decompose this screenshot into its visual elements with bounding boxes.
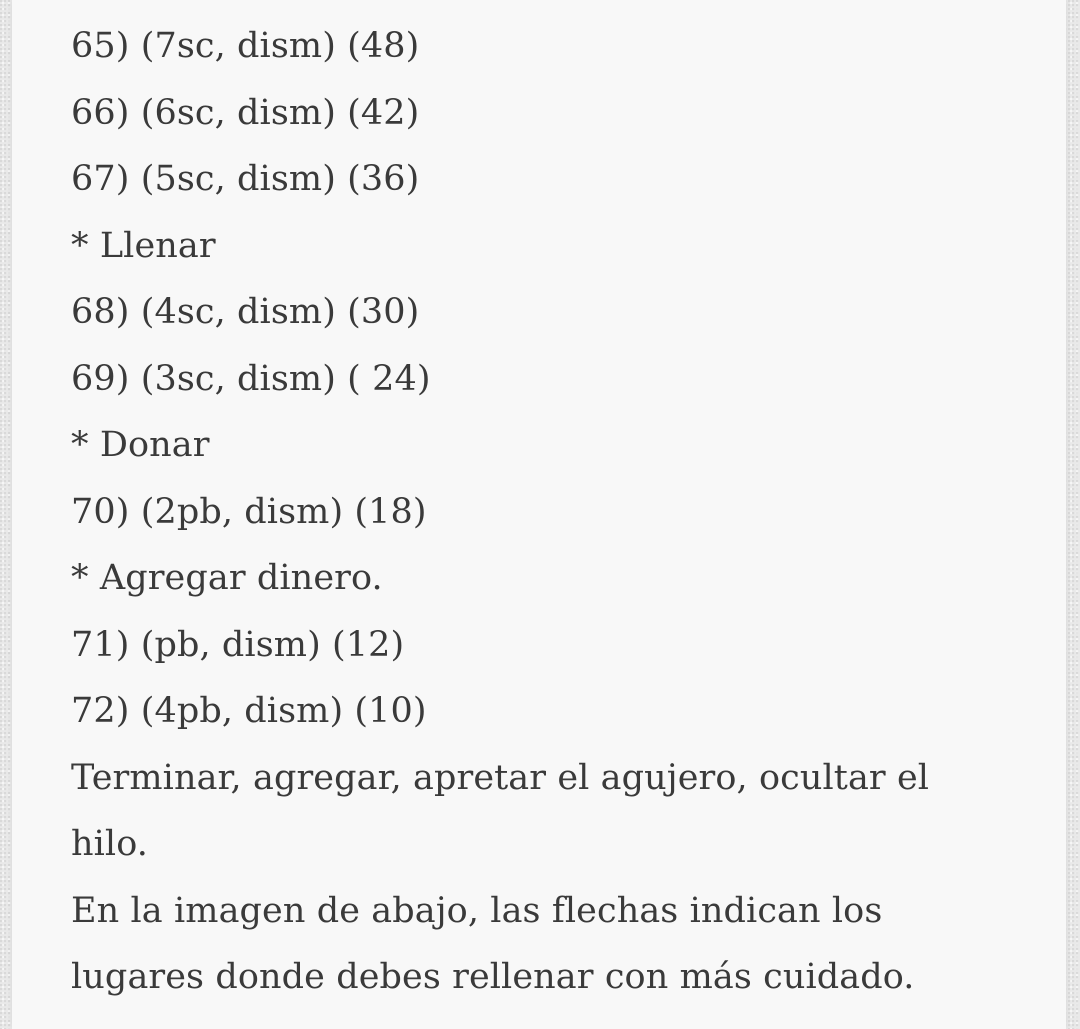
- note-paragraph: En la imagen de abajo, las flechas indican los lugares donde debes rellenar con más cuidado.: [71, 890, 915, 997]
- row-69: 69) (3sc, dism) ( 24): [71, 358, 431, 399]
- row-67: 67) (5sc, dism) (36): [71, 159, 420, 199]
- row-72: 72) (4pb, dism) (10): [71, 691, 427, 731]
- pattern-text: [71, 13, 1031, 1011]
- page-card: [12, 0, 1066, 1029]
- finish-paragraph: Terminar, agregar, apretar el agujero, ocultar el hilo.: [71, 757, 930, 864]
- row-65: 65) (7sc, dism) (48): [71, 26, 420, 66]
- note-fill: * Llenar: [71, 225, 216, 266]
- note-add-money: * Agregar dinero.: [71, 558, 383, 598]
- row-71: 71) (pb, dism) (12): [71, 624, 405, 665]
- row-68: 68) (4sc, dism) (30): [71, 292, 420, 332]
- row-66: 66) (6sc, dism) (42): [71, 92, 420, 133]
- note-donate: * Donar: [71, 425, 210, 465]
- row-70: 70) (2pb, dism) (18): [71, 491, 427, 532]
